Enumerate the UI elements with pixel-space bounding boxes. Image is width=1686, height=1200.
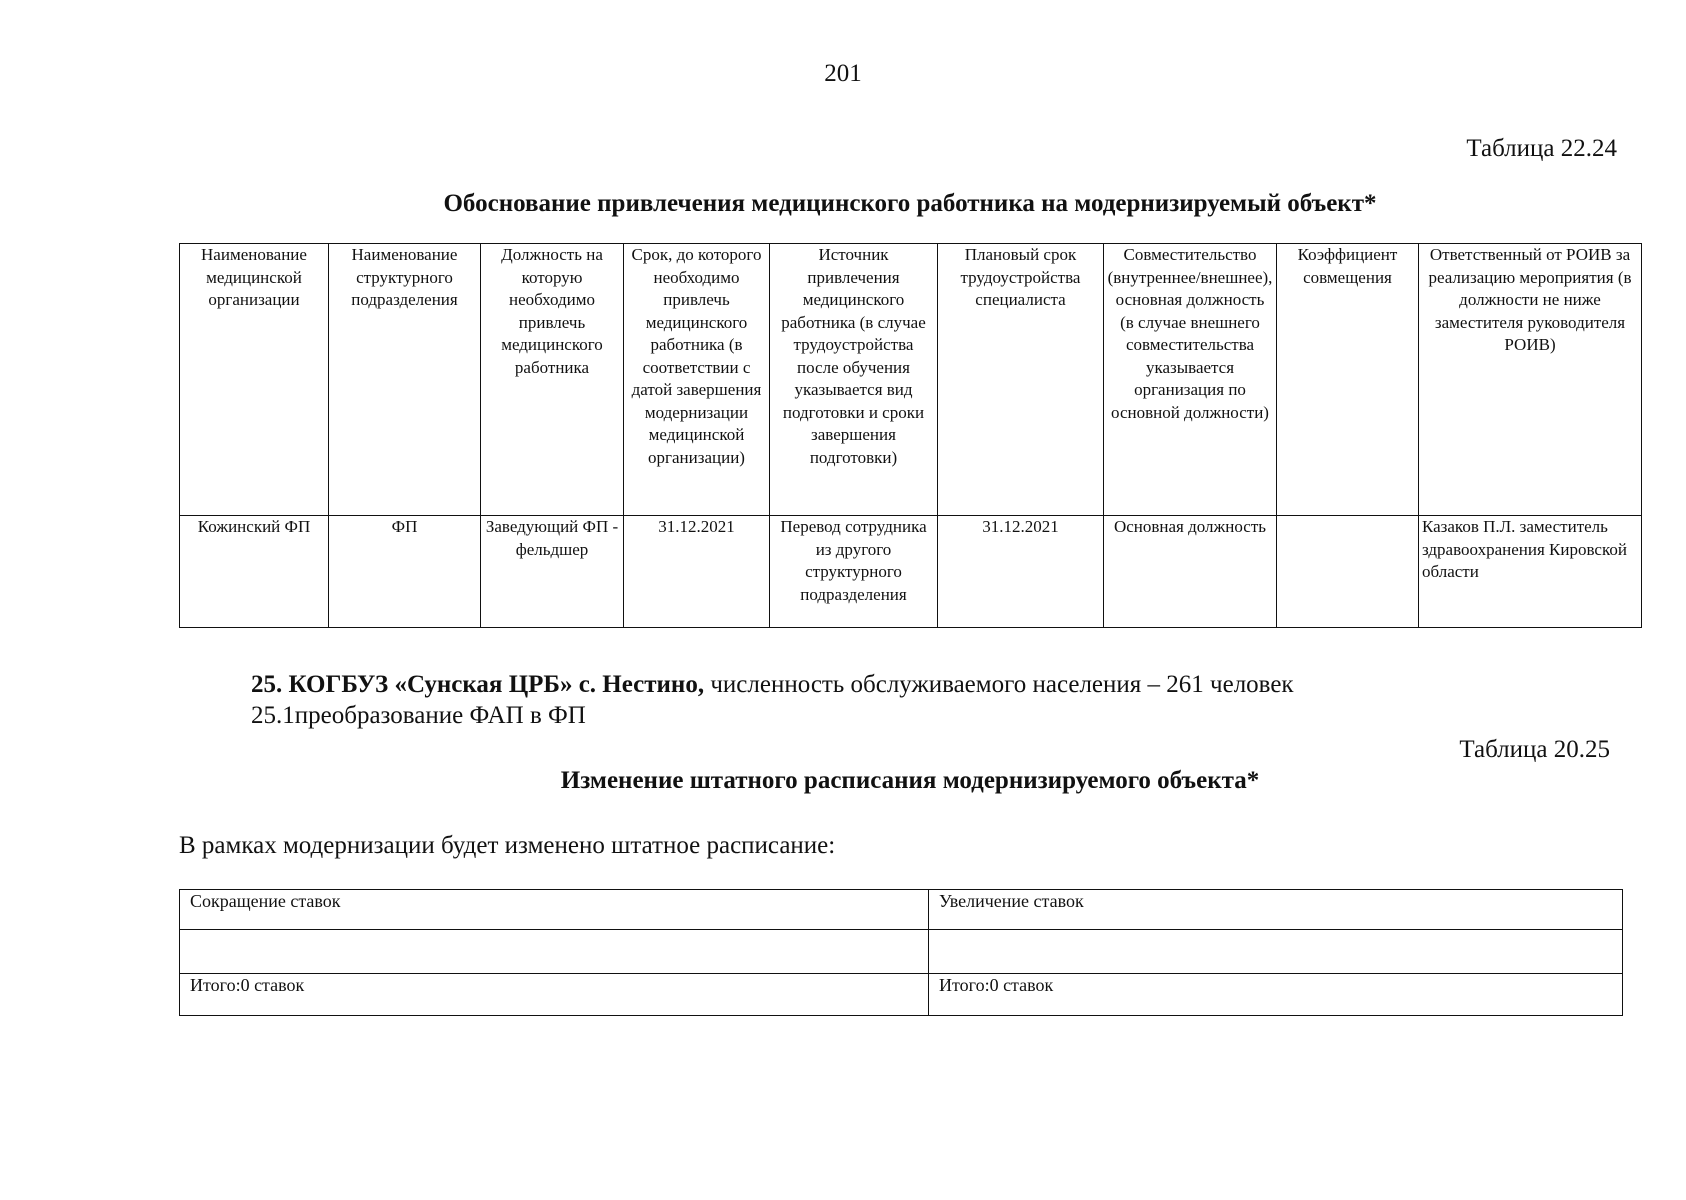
- table-cell: Заведующий ФП - фельдшер: [481, 516, 624, 628]
- section-population: численность обслуживаемого населения – 261 человек: [704, 671, 1294, 698]
- header-cell: Источник привлечения медицинского работника (в случае трудоустройства после обучения указывается вид подготовки и сроки завершения подготовки): [770, 244, 938, 516]
- table-row: [180, 930, 1623, 974]
- table-cell: Итого:0 ставок: [929, 974, 1623, 1016]
- table-header-row: [180, 244, 1642, 516]
- header-cell: Увеличение ставок: [929, 890, 1623, 930]
- section-org-name: 25. КОГБУЗ «Сунская ЦРБ» с. Нестино,: [251, 671, 705, 698]
- recruitment-table: [179, 243, 1642, 628]
- table-cell: [1277, 516, 1419, 628]
- header-cell: Ответственный от РОИВ за реализацию мероприятия (в должности не ниже заместителя руководителя РОИВ): [1419, 244, 1642, 516]
- table-cell: 31.12.2021: [938, 516, 1104, 628]
- table-cell: Казаков П.Л. заместитель здравоохранения Кировской области: [1419, 516, 1642, 628]
- table-cell: Перевод сотрудника из другого структурного подразделения: [770, 516, 938, 628]
- table-cell: 31.12.2021: [624, 516, 770, 628]
- header-cell: Плановый срок трудоустройства специалиста: [938, 244, 1104, 516]
- header-cell: Коэффициент совмещения: [1277, 244, 1419, 516]
- header-cell: Совместительство (внутреннее/внешнее), основная должность (в случае внешнего совместительства указывается организация по основной должности): [1104, 244, 1277, 516]
- table-caption: Таблица 22.24: [1466, 135, 1617, 162]
- section-subheading: 25.1преобразование ФАП в ФП: [251, 702, 586, 729]
- header-cell: Сокращение ставок: [180, 890, 929, 930]
- page-number: 201: [824, 60, 862, 87]
- table-title: Обоснование привлечения медицинского работника на модернизируемый объект*: [443, 190, 1377, 217]
- table-cell: Кожинский ФП: [180, 516, 329, 628]
- table-cell: [929, 930, 1623, 974]
- staffing-table: [179, 889, 1623, 1016]
- header-cell: Наименование медицинской организации: [180, 244, 329, 516]
- table-cell: [180, 930, 929, 974]
- table-cell: ФП: [329, 516, 481, 628]
- section-heading: [251, 671, 1294, 699]
- table-row: [180, 516, 1642, 628]
- table-row: [180, 974, 1623, 1016]
- header-cell: Срок, до которого необходимо привлечь медицинского работника (в соответствии с датой завершения модернизации медицинской организации): [624, 244, 770, 516]
- table-header-row: [180, 890, 1623, 930]
- table-title: Изменение штатного расписания модернизируемого объекта*: [560, 767, 1260, 794]
- header-cell: Наименование структурного подразделения: [329, 244, 481, 516]
- intro-paragraph: В рамках модернизации будет изменено штатное расписание:: [179, 832, 836, 859]
- table-cell: Основная должность: [1104, 516, 1277, 628]
- header-cell: Должность на которую необходимо привлечь медицинского работника: [481, 244, 624, 516]
- table-cell: Итого:0 ставок: [180, 974, 929, 1016]
- table-caption: Таблица 20.25: [1459, 736, 1610, 763]
